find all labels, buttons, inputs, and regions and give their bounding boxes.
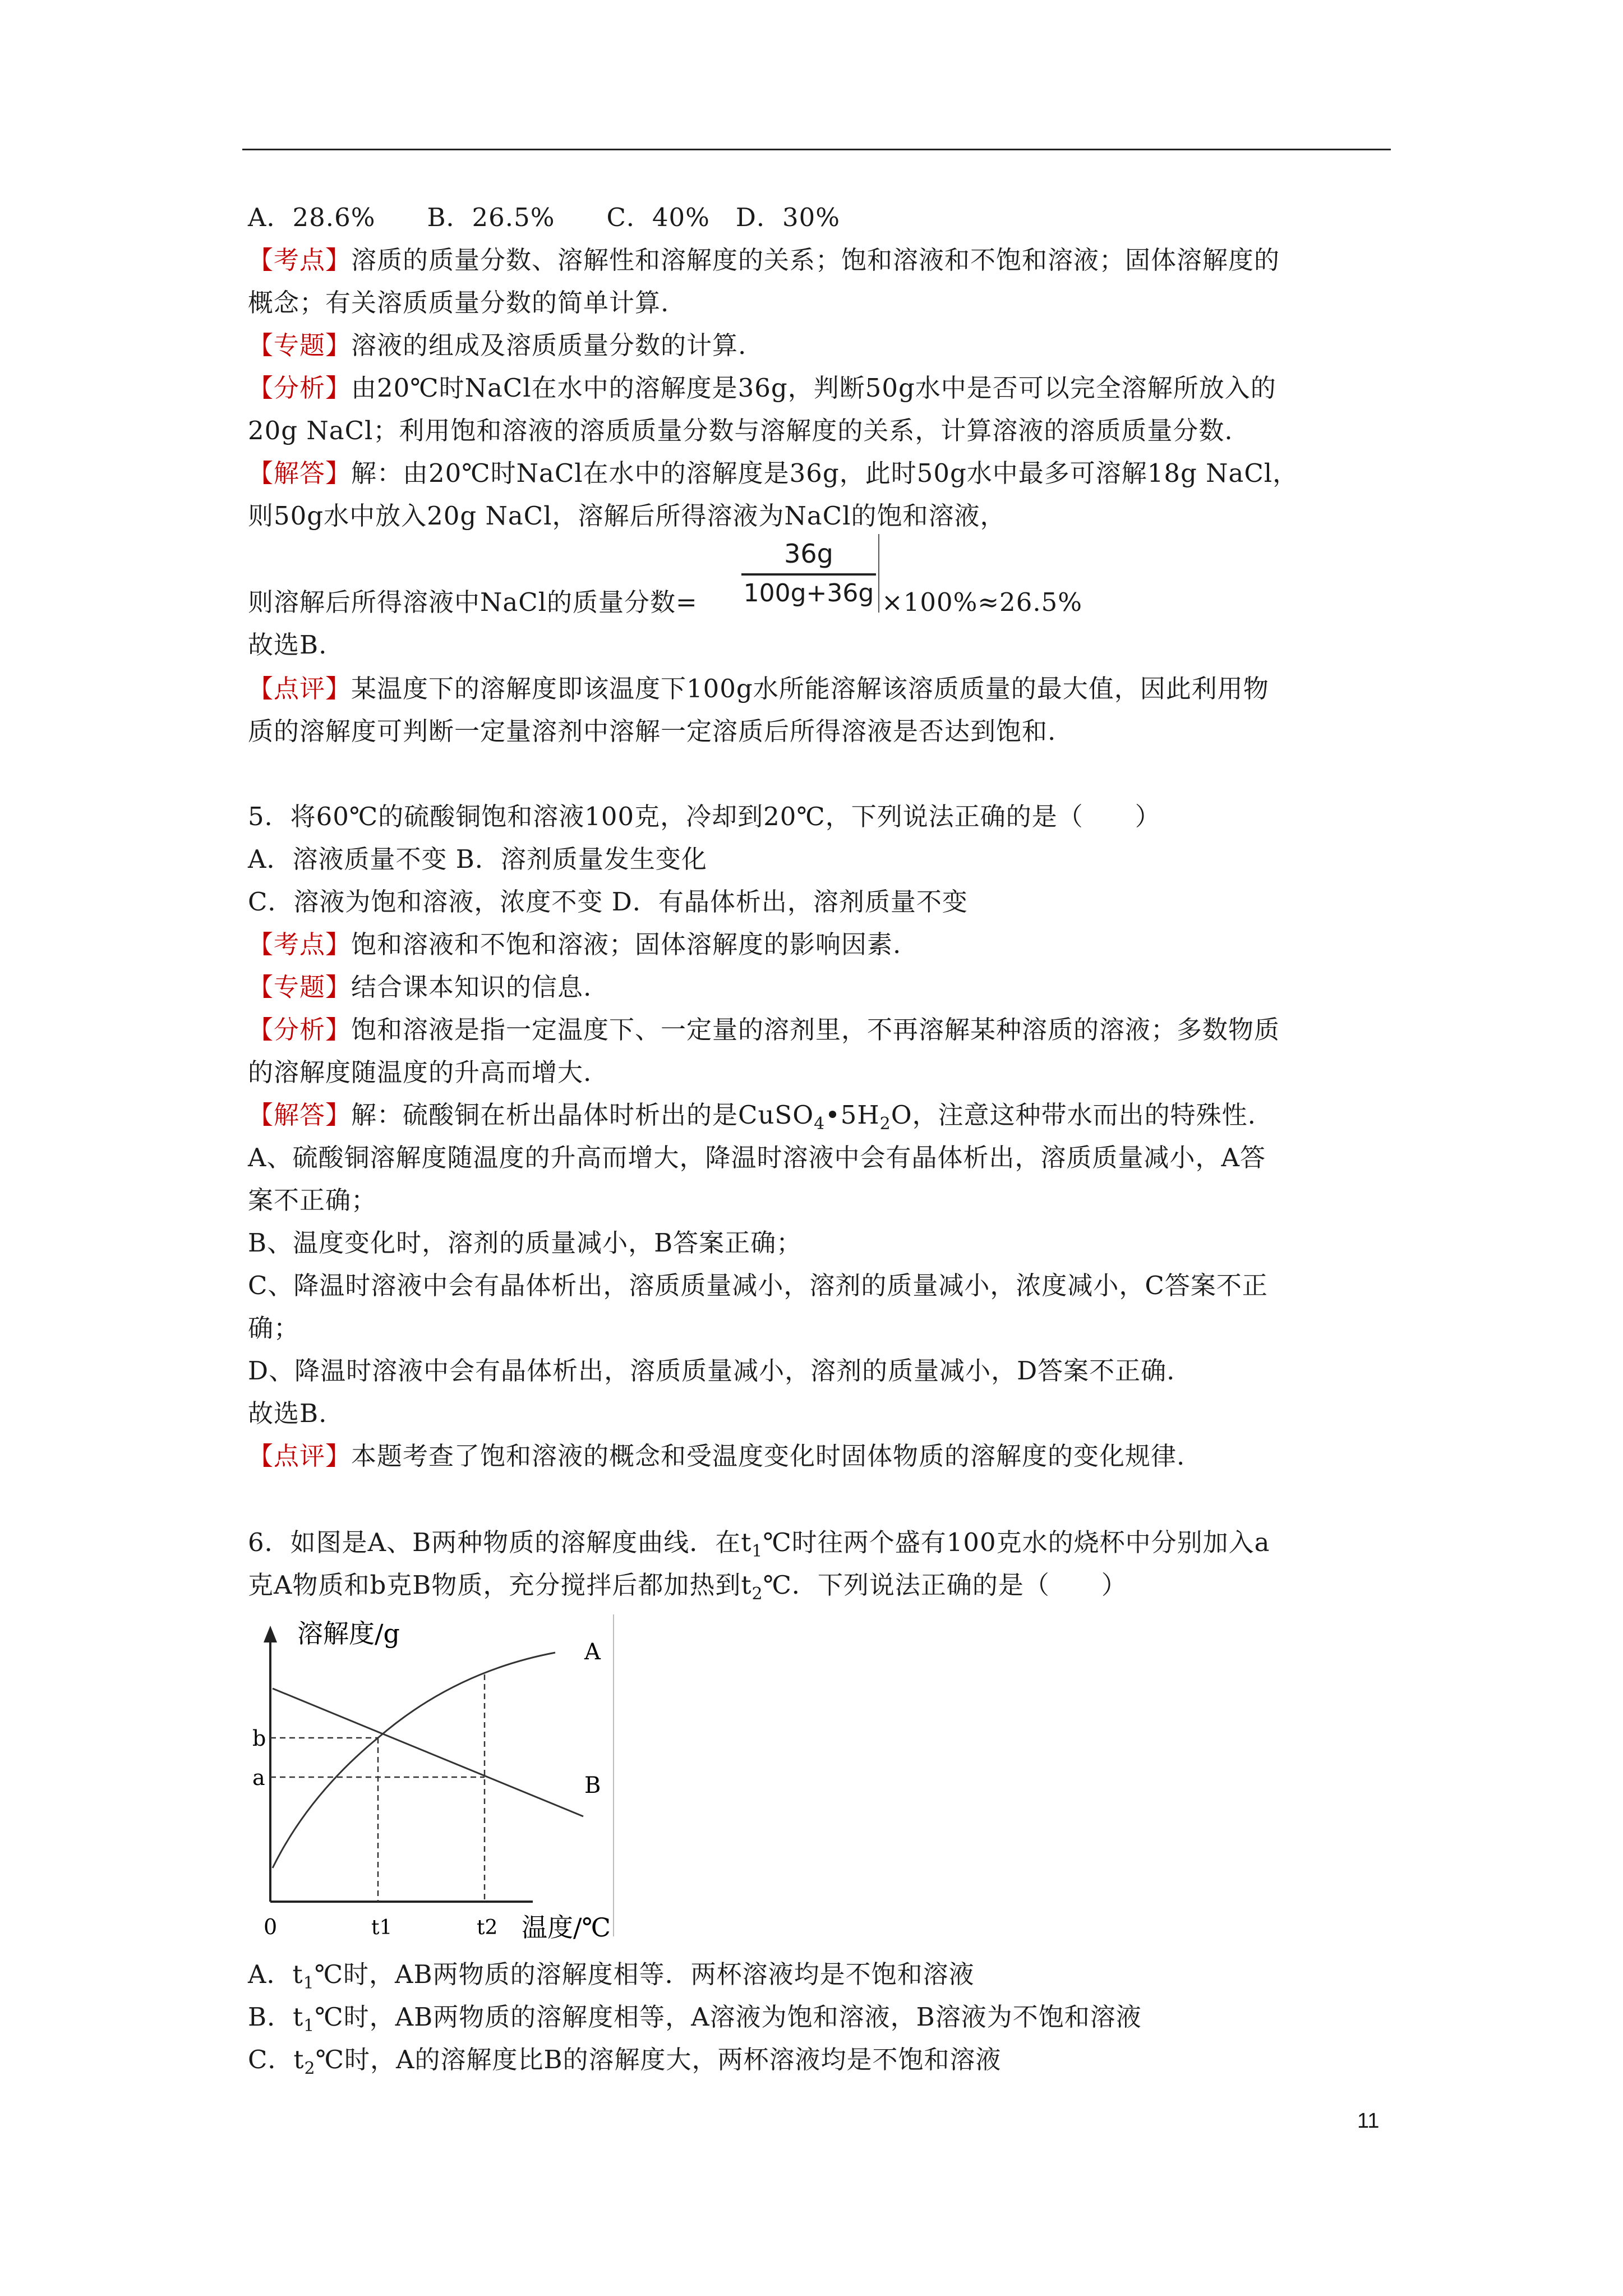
q6-option-b-2: ℃时，AB两物质的溶解度相等，A溶液为饱和溶液，B溶液为不饱和溶液	[315, 2002, 1142, 2032]
q4-jieda-3a: 则溶解后所得溶液中NaCl的质量分数=	[248, 587, 698, 617]
q5-answer: 故选B.	[248, 1398, 328, 1428]
q5-options-cd: C．溶液为饱和溶液，浓度不变 D．有晶体析出，溶剂质量不变	[248, 887, 968, 917]
x-axis-label: 温度/℃	[522, 1912, 611, 1941]
q6-stem-2b: ℃．下列说法正确的是（ ）	[763, 1570, 1127, 1600]
series-label-B: B	[584, 1773, 601, 1798]
q5-zhuanti	[248, 966, 592, 1009]
q5-kaodian	[248, 923, 901, 966]
subscript-2: 2	[751, 1584, 763, 1604]
q5-c-1: C、降温时溶液中会有晶体析出，溶质质量减小，溶剂的质量减小，浓度减小，C答案不正	[248, 1271, 1268, 1300]
q5-a-2: 案不正确；	[248, 1185, 377, 1215]
curve-A	[273, 1653, 555, 1868]
y-axis-label: 溶解度/g	[297, 1618, 400, 1649]
header-rule	[242, 149, 1391, 150]
subscript-2: 2	[304, 2059, 316, 2078]
q5-fenxi-2: 的溶解度随温度的升高而增大.	[248, 1057, 592, 1087]
x-tick-t2: t2	[477, 1916, 498, 1939]
q4-kaodian-2: 概念；有关溶质质量分数的简单计算.	[248, 288, 670, 318]
zhuanti-tag: 【专题】	[248, 972, 352, 1002]
zhuanti-tag: 【专题】	[248, 330, 352, 360]
fraction-image	[741, 534, 876, 618]
q6-option-a-2: ℃时，AB两物质的溶解度相等．两杯溶液均是不饱和溶液	[314, 1959, 975, 1989]
q5-b-1: B、温度变化时，溶剂的质量减小，B答案正确；	[248, 1228, 803, 1258]
q5-zhuanti-text: 结合课本知识的信息.	[351, 972, 592, 1002]
fraction-edge	[878, 534, 879, 613]
q5-options-ab: A．溶液质量不变 B．溶剂质量发生变化	[248, 844, 707, 874]
q5-stem: 5．将60℃的硫酸铜饱和溶液100克，冷却到20℃，下列说法正确的是（ ）	[248, 802, 1161, 831]
subscript-1: 1	[751, 1542, 763, 1561]
q6-stem-2a: 克A物质和b克B物质，充分搅拌后都加热到t	[248, 1570, 752, 1600]
origin-label: 0	[264, 1915, 278, 1939]
q4-jieda-2: 则50g水中放入20g NaCl，溶解后所得溶液为NaCl的饱和溶液，	[248, 501, 1006, 531]
y-axis-arrow	[264, 1626, 277, 1642]
subscript-2: 2	[879, 1114, 891, 1134]
q6-option-b-1: B．t	[248, 2002, 304, 2032]
page-number: 11	[1357, 2109, 1380, 2133]
q6-option-c-1: C．t	[248, 2045, 305, 2074]
kaodian-tag: 【考点】	[248, 930, 352, 959]
q4-jieda-1	[248, 452, 1298, 495]
kaodian-tag: 【考点】	[248, 245, 352, 275]
q6-option-a-1: A．t	[248, 1959, 303, 1989]
q6-option-c-2: ℃时，A的溶解度比B的溶解度大，两杯溶液均是不饱和溶液	[315, 2045, 1002, 2074]
x-tick-t1: t1	[371, 1916, 393, 1939]
fenxi-tag: 【分析】	[248, 1015, 352, 1045]
q6-stem-2	[248, 1564, 1127, 1616]
q5-fenxi-1	[248, 1009, 1280, 1051]
q6-stem-1b: ℃时往两个盛有100克水的烧杯中分别加入a	[763, 1527, 1270, 1557]
jieda-tag: 【解答】	[248, 1100, 352, 1130]
q4-dianping-2: 质的溶解度可判断一定量溶剂中溶解一定溶质后所得溶液是否达到饱和.	[248, 716, 1057, 746]
q4-options: A．28.6% B．26.5% C．40% D．30%	[248, 203, 841, 232]
q4-fenxi-1	[248, 367, 1276, 409]
q4-jieda-3b: ×100%≈26.5%	[882, 587, 1083, 617]
dianping-tag: 【点评】	[248, 674, 352, 703]
solubility-chart	[241, 1610, 617, 1941]
q5-dianping-text: 本题考查了饱和溶液的概念和受温度变化时固体物质的溶解度的变化规律.	[351, 1441, 1186, 1471]
q4-dianping-text-1: 某温度下的溶解度即该温度下100g水所能溶解该溶质质量的最大值，因此利用物	[351, 674, 1269, 703]
dianping-tag: 【点评】	[248, 1441, 352, 1471]
jieda-tag: 【解答】	[248, 458, 352, 488]
q4-fenxi-text-1: 由20℃时NaCl在水中的溶解度是36g，判断50g水中是否可以完全溶解所放入的	[351, 373, 1276, 403]
q4-kaodian-text-1: 溶质的质量分数、溶解性和溶解度的关系；饱和溶液和不饱和溶液；固体溶解度的	[351, 245, 1280, 275]
q5-fenxi-text-1: 饱和溶液是指一定温度下、一定量的溶剂里，不再溶解某种溶质的溶液；多数物质	[351, 1015, 1280, 1045]
q5-kaodian-text: 饱和溶液和不饱和溶液；固体溶解度的影响因素.	[351, 930, 902, 959]
q4-dianping-1	[248, 668, 1269, 710]
q6-stem-1a: 6．如图是A、B两种物质的溶解度曲线．在t	[248, 1527, 752, 1557]
q6-option-c	[248, 2039, 1002, 2090]
fraction-numerator: 36g	[784, 539, 833, 569]
q4-zhuanti	[248, 324, 746, 367]
q5-jieda-text-1c: O，注意这种带水而出的特殊性.	[891, 1100, 1256, 1130]
subscript-4: 4	[814, 1114, 826, 1134]
q4-answer: 故选B.	[248, 630, 328, 660]
fraction-bar	[741, 573, 876, 576]
q5-a-1: A、硫酸铜溶解度随温度的升高而增大，降温时溶液中会有晶体析出，溶质质量减小，A答	[248, 1143, 1266, 1172]
fenxi-tag: 【分析】	[248, 373, 352, 403]
y-tick-a: a	[252, 1765, 265, 1790]
subscript-1: 1	[303, 1973, 315, 1993]
q5-d-1: D、降温时溶液中会有晶体析出，溶质质量减小，溶剂的质量减小，D答案不正确.	[248, 1356, 1175, 1386]
fraction-denominator: 100g+36g	[743, 579, 874, 608]
q4-fenxi-2: 20g NaCl；利用饱和溶液的溶质质量分数与溶解度的关系，计算溶液的溶质质量分数.	[248, 416, 1233, 445]
q5-dianping	[248, 1435, 1185, 1478]
q5-jieda-text-1b: •5H	[825, 1100, 880, 1130]
subscript-1: 1	[303, 2016, 315, 2036]
series-label-A: A	[584, 1639, 601, 1665]
q5-jieda-text-1a: 解：硫酸铜在析出晶体时析出的是CuSO	[351, 1100, 814, 1130]
q4-jieda-text-1: 解：由20℃时NaCl在水中的溶解度是36g，此时50g水中最多可溶解18g NaCl，	[351, 458, 1299, 488]
q4-zhuanti-text: 溶液的组成及溶质质量分数的计算.	[351, 330, 747, 360]
q4-kaodian-1	[248, 239, 1280, 282]
q5-c-2: 确；	[248, 1313, 300, 1343]
y-tick-b: b	[252, 1726, 266, 1751]
